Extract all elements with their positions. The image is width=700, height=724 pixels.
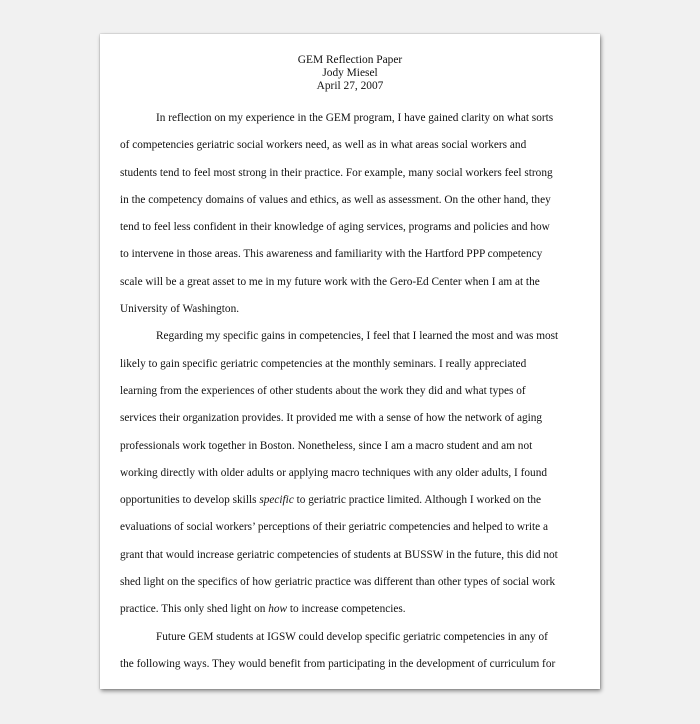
paragraph-line: scale will be a great asset to me in my future work with the Gero-Ed Center when I am at the [120, 275, 540, 288]
line-text: to geriatric practice limited. Although I worked on the [293, 494, 542, 507]
paragraph-line: services their organization provides. It provided me with a sense of how the network of aging [120, 412, 543, 425]
document-body [120, 105, 579, 678]
paragraph-line: the following ways. They would benefit from participating in the development of curriculum for [120, 657, 556, 670]
paragraph-line [120, 487, 579, 514]
paragraph-line: learning from the experiences of other students about the work they did and what types of [120, 384, 526, 397]
emphasized-word: how [268, 603, 288, 616]
paper-date: April 27, 2007 [316, 80, 384, 92]
line-text: practice. This only shed light on [120, 603, 269, 616]
paragraph-line: evaluations of social workers’ perceptions of their geriatric competencies and helped to write a [120, 521, 548, 534]
paper-title: GEM Reflection Paper [297, 54, 403, 66]
paragraph-line: in the competency domains of values and ethics, as well as assessment. On the other hand, they [120, 193, 551, 206]
paragraph-line: to intervene in those areas. This awareness and familiarity with the Hartford PPP competency [120, 248, 543, 261]
author-name: Jody Miesel [322, 67, 378, 79]
paragraph-line: working directly with older adults or applying macro techniques with any older adults, I found [120, 466, 547, 479]
paragraph-line: of competencies geriatric social workers need, as well as in what areas social workers and [120, 139, 527, 152]
paragraph-line: students tend to feel most strong in their practice. For example, many social workers feel strong [120, 166, 553, 179]
document-header [100, 54, 600, 93]
line-text: opportunities to develop skills [120, 494, 260, 507]
paragraph-line: grant that would increase geriatric competencies of students at BUSSW in the future, this did not [120, 548, 558, 561]
paragraph-line: Future GEM students at IGSW could develop specific geriatric competencies in any of [156, 630, 548, 643]
paragraph-line: In reflection on my experience in the GEM program, I have gained clarity on what sorts [156, 112, 554, 124]
document-page [100, 34, 600, 689]
line-text: to increase competencies. [287, 603, 406, 616]
emphasized-word: specific [259, 494, 294, 507]
paragraph-line: shed light on the specifics of how geriatric practice was different than other types of social work [120, 576, 556, 589]
paragraph-line: tend to feel less confident in their knowledge of aging services, programs and policies and how [120, 221, 550, 234]
paragraph-line: likely to gain specific geriatric competencies at the monthly seminars. I really appreciated [120, 357, 527, 370]
paragraph-line [120, 596, 579, 623]
paragraph-line: University of Washington. [120, 303, 240, 316]
paragraph-line: Regarding my specific gains in competencies, I feel that I learned the most and was most [156, 330, 559, 343]
paragraph-line: professionals work together in Boston. Nonetheless, since I am a macro student and am not [120, 439, 533, 452]
